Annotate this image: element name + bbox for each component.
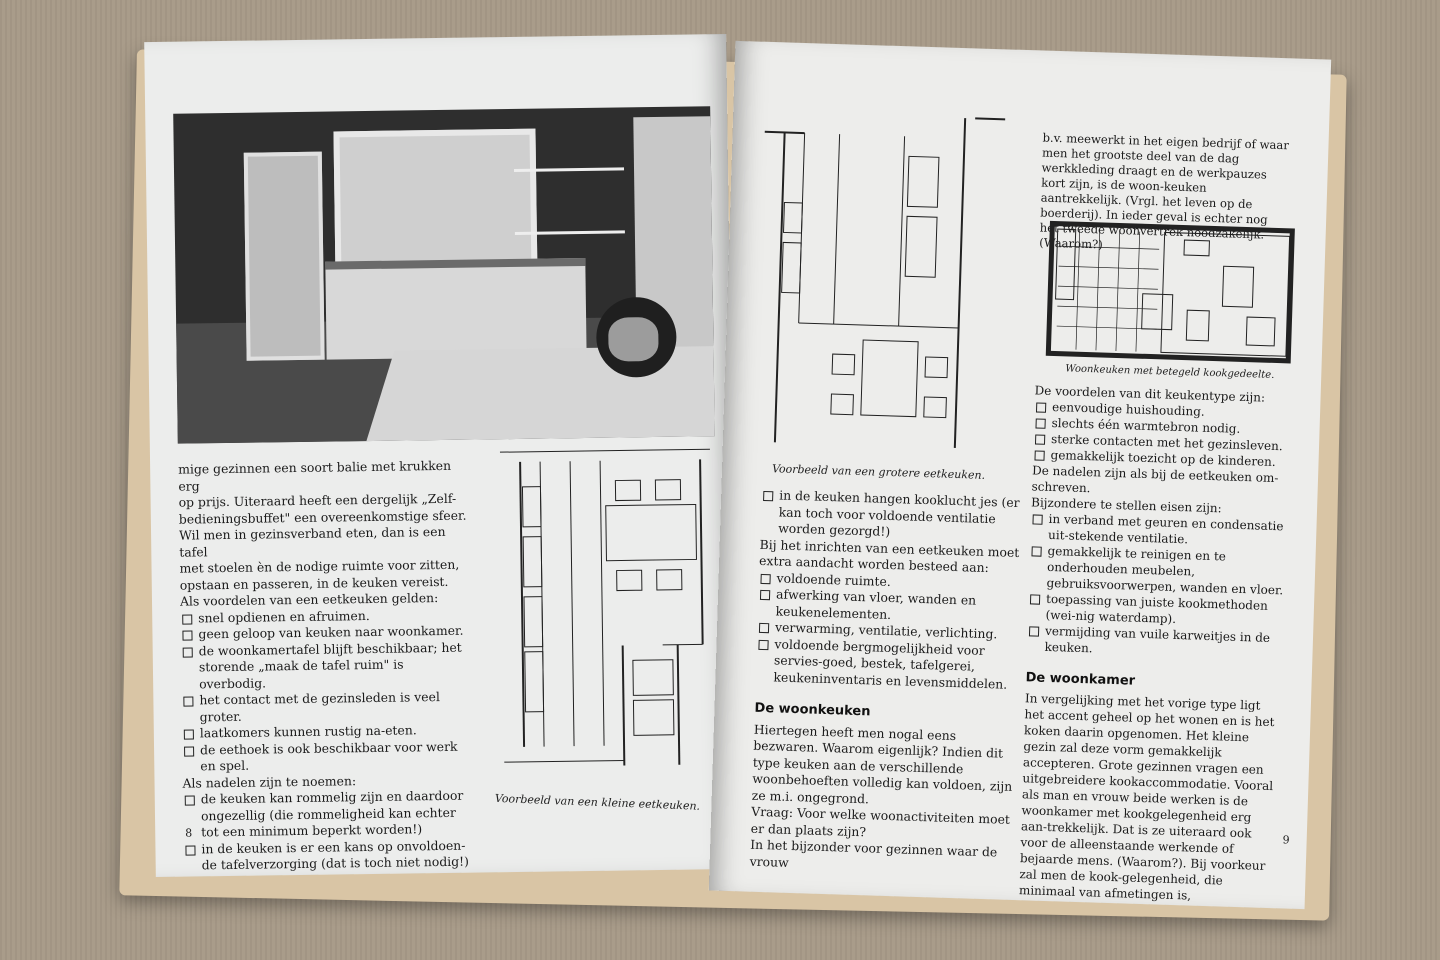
body-paragraph: In vergelijking met het vorige type ligt het accent geheel op het wonen en is het koken daarin opgenomen. Het kleine gezin zal deze vorm gemakkelijk accepteren. Grote gezinnen vragen een uitgebreidere kookaccommodatie. Vooral als man en vrouw beide werken is de woonkamer met kookgelegenheid erg aan-trekkelijk. Dat is ze uiteraard ook voor de alleenstaande werkende of bejaarde mens. (Waarom?). Bij voorkeur zal men de kook-gelegenheid, die minimaal van afmetingen is, xyxy=(1018,691,1275,903)
woonkeuken-caption: Woonkeuken met betegeld kookgedeelte. xyxy=(1065,363,1275,381)
list-item: laatkomers kunnen rustig na-eten. xyxy=(182,722,472,743)
small-kitchen-plan xyxy=(480,444,720,777)
requirements-intro: Bijzondere te stellen eisen zijn: xyxy=(1030,495,1222,516)
right-page xyxy=(709,41,1331,909)
list-item: in de keuken is er een kans op onvoldoen-de tafelverzorging (dat is toch niet nodig!) xyxy=(183,837,473,874)
body-line: Wil men in gezinsverband eten, dan is een tafel xyxy=(178,523,446,560)
small-kitchen-caption: Voorbeeld van een kleine eetkeuken. xyxy=(494,791,701,813)
large-kitchen-plan xyxy=(755,92,1026,455)
right-column-2 xyxy=(1019,382,1290,906)
list-item: snel opdienen en afruimen. xyxy=(180,606,470,627)
list-item: de woonkamertafel blijft beschikbaar; het storende „maak de tafel ruim" is overbodig. xyxy=(181,639,472,693)
list-item: afwerking van vloer, wanden en keukenelementen. xyxy=(757,586,1028,627)
list-item: het contact met de gezinsleden is veel groter. xyxy=(181,689,471,726)
list-item: in verband met geuren en condensatie uit-stekende ventilatie. xyxy=(1030,510,1286,550)
list-item: voldoende ruimte. xyxy=(758,569,1028,594)
body-paragraph: Hiertegen heeft men nogal eens bezwaren. Waarom eigenlijk? Indien dit type keuken aan de verschillende woonbehoeften volledig kan voldoen, zijn ze m.i. ongegrond. xyxy=(751,721,1013,806)
list-item: voldoende bergmogelijkheid voor servies-goed, bestek, tafelgerei, keukeninventaris en levensmiddelen. xyxy=(755,635,1026,693)
list-item: gemakkelijk toezicht op de kinderen. xyxy=(1032,446,1287,470)
list-item: slechts één warmtebron nodig. xyxy=(1033,414,1288,438)
kitchen-photo xyxy=(173,106,715,443)
advantages-intro: De voordelen van dit keukentype zijn: xyxy=(1034,383,1266,405)
page-number: 8 xyxy=(185,826,193,840)
body-paragraph: b.v. meewerkt in het eigen bedrijf of waar men het grootste deel van de dag werkkleding draagt en de werkpauzes kort zijn, is de woon-keuken aantrekkelijk. (Vrgl. het leven op de boerderij). In ieder geval is echter nog het tweede woonvertrek noodzakelijk. (Waarom?) xyxy=(1039,130,1290,252)
section-heading: De woonkeuken xyxy=(754,700,871,720)
list-item: vermijding van vuile karweitjes in de keuken. xyxy=(1026,622,1282,662)
list-item: in de keuken hangen kooklucht jes (er kan toch voor voldoende ventilatie worden gezorgd!) xyxy=(760,487,1031,545)
body-paragraph: Bij het inrichten van een eetkeuken moet extra aandacht worden besteed aan: xyxy=(758,536,1020,576)
list-item: sterke contacten met het gezinsleven. xyxy=(1033,430,1288,454)
list-item: de keuken kan rommelig zijn en daardoor ongezellig (die rommeligheid kan echter tot een minimum beperkt worden!) xyxy=(183,788,474,842)
body-paragraph: In het bijzonder voor gezinnen waar de vrouw xyxy=(749,836,998,870)
body-line: mige gezinnen een soort balie met krukken erg xyxy=(178,457,452,494)
left-column-text xyxy=(178,458,474,875)
question-text: Vraag: Voor welke woonactiviteiten moet er dan plaats zijn? xyxy=(750,803,1011,839)
body-line: op prijs. Uiteraard heeft een dergelijk „Zelf- xyxy=(178,490,457,510)
body-line: bedieningsbuffet" een overeenkomstige sfeer. xyxy=(178,507,467,527)
woonkeuken-floorplan xyxy=(1046,221,1295,364)
right-column-1 xyxy=(749,487,1031,878)
list-item: verwarming, ventilatie, verlichting. xyxy=(757,619,1027,644)
list-item: de eethoek is ook beschikbaar voor werk en spel. xyxy=(182,738,472,775)
list-item: gemakkelijk te reinigen en te onderhouden meubelen, gebruiksvoorwerpen, wanden en vloer. xyxy=(1028,542,1284,598)
disadvantages-intro: Als nadelen zijn te noemen: xyxy=(182,772,357,791)
body-line: opstaan en passeren, in de keuken vereist. xyxy=(179,573,449,593)
large-kitchen-caption: Voorbeeld van een grotere eetkeuken. xyxy=(771,462,986,482)
list-item: toepassing van juiste kookmethoden (wei-nig waterdamp). xyxy=(1027,590,1283,630)
list-item: geen geloop van keuken naar woonkamer. xyxy=(180,623,470,644)
body-line: met stoelen èn de nodige ruimte voor zitten, xyxy=(179,556,460,576)
section-heading: De woonkamer xyxy=(1025,670,1136,689)
body-paragraph: De nadelen zijn als bij de eetkeuken om-schreven. xyxy=(1031,463,1279,496)
left-page xyxy=(144,34,738,877)
advantages-intro: Als voordelen van een eetkeuken gelden: xyxy=(179,590,439,609)
page-number: 9 xyxy=(1282,833,1290,847)
list-item: eenvoudige huishouding. xyxy=(1034,398,1289,422)
